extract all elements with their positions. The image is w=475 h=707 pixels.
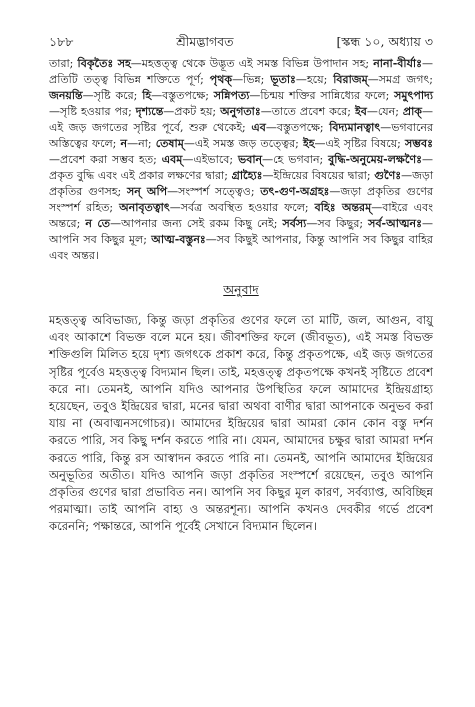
synonym-term: ভবান্ bbox=[238, 153, 263, 166]
synonym-term: বুদ্ধি-অনুমেয়-লক্ষণৈঃ bbox=[328, 153, 422, 166]
synonym-meaning: —চিন্ময় শক্তির সান্নিধ্যের ফলে; bbox=[249, 89, 395, 102]
synonym-meaning: তারা; bbox=[49, 57, 78, 70]
translation-text: মহত্তত্ত্ব অবিভাজ্য, কিন্তু জড়া প্রকৃতির গুণের ফলে তা মাটি, জল, আগুন, বায়ু এবং আকাশে বিভক্ত বলে মনে হয়। জীবশক্তির ফলে (জীবভূত), এই সমস্ত বিভক্ত শক্তিগুলি মিলিত হয়ে দৃশ্য জগৎকে প্রকাশ করে, কিন্তু প্রকৃতপক্ষে, এই জড় জগতের সৃষ্টির পূর্বেও মহত্তত্ত্ব বিদ্যমান ছিল। তাই, মহত্তত্ত্ব প্রকৃতপক্ষে কখনই সৃষ্টিতে প্রবেশ করে না। তেমনই, আপনি যদিও আপনার উপস্থিতির ফলে আমাদের ইন্দ্রিয়গ্রাহ্য হয়েছেন, তবুও ইন্দ্রিয়ের দ্বারা, মনের দ্বারা অথবা বাণীর দ্বারা আপনাকে অনুভব করা যায় না (অবাঙ্মনসগোচর)। আমাদের ইন্দ্রিয়ের দ্বারা আমরা কোন কোন বস্তু দর্শন করতে পারি, সব কিছু দর্শন করতে পারি না। যেমন, আমাদের চক্ষুর দ্বারা আমরা দর্শন করতে পারি, কিন্তু রস আস্বাদন করতে পারি না। তেমনই, আপনি আমাদের ইন্দ্রিয়ের অনুভূতির অতীত। যদিও আপনি জড়া প্রকৃতির সংস্পর্শে রয়েছেন, তবুও আপনি প্রকৃতির গুণের দ্বারা প্রভাবিত নন। আপনি সব কিছুর মূল কারণ, সর্বব্যাপ্ত, অবিচ্ছিন্ন পরমাত্মা। তাই আপনি বাহ্য ও অন্তরশূন্য। আপনি কখনও দেবকীর গর্ভে প্রবেশ করেননি; পক্ষান্তরে, আপনি পূর্বেই সেখানে বিদ্যমান ছিলেন। bbox=[49, 313, 433, 534]
synonym-term: সম্ভবঃ bbox=[405, 137, 433, 150]
synonym-meaning: —সর্বত্র অবস্থিত হওয়ার ফলে; bbox=[169, 201, 315, 214]
page-header bbox=[49, 34, 433, 50]
synonym-meaning: —এই সৃষ্টির বিষয়ে; bbox=[314, 137, 406, 150]
synonym-term: বিদ্যমানত্বাৎ bbox=[329, 121, 381, 134]
synonym-term: প্রাক্ bbox=[402, 105, 422, 118]
synonym-meaning: —প্রকট হয়; bbox=[163, 105, 221, 118]
synonym-meaning: —আপনার জন্য সেই রকম কিছু নেই; bbox=[110, 217, 283, 230]
synonym-term: আত্ম-বস্তুনঃ bbox=[151, 233, 206, 246]
synonym-term: বিকৃতৈঃ সহ bbox=[77, 57, 131, 70]
synonym-meaning: —প্রকৃত বুদ্ধি এবং এই প্রকার লক্ষণের দ্বারা; bbox=[49, 153, 433, 182]
synonym-term: তৎ-গুণ-অগ্রহঃ bbox=[260, 185, 330, 198]
book-title: শ্রীমদ্ভাগবত bbox=[176, 34, 234, 49]
synonym-meaning: —হয়ে; bbox=[295, 73, 334, 86]
synonym-term: নানা-বীর্যাঃ bbox=[373, 57, 422, 70]
synonym-term: সন্নিপত্য bbox=[213, 89, 250, 102]
synonym-meaning: —ইন্দ্রিয়ের বিষয়ের দ্বারা; bbox=[262, 169, 375, 182]
synonym-meaning: —না; bbox=[127, 137, 156, 150]
synonym-meaning: —হে ভগবান; bbox=[262, 153, 329, 166]
chapter-location: [স্কন্ধ ১০, অধ্যায় ৩ bbox=[336, 34, 433, 49]
synonym-meaning: —ভগবানের অস্তিত্বের ফলে; bbox=[49, 121, 433, 150]
synonym-meaning: —সংস্পর্শ সত্ত্বেও; bbox=[167, 185, 261, 198]
synonym-term: সর্ব-আত্মনঃ bbox=[368, 217, 422, 230]
synonym-term: সন্ অপি bbox=[127, 185, 168, 198]
word-for-word-synonyms bbox=[49, 56, 433, 264]
synonym-term: ন bbox=[120, 137, 128, 150]
synonym-meaning: —এই সমস্ত জড় তত্ত্বের; bbox=[183, 137, 303, 150]
synonym-term: ন তে bbox=[85, 217, 111, 230]
synonym-meaning: —তাতে প্রবেশ করে; bbox=[260, 105, 355, 118]
synonym-term: তেষাম্ bbox=[155, 137, 184, 150]
synonym-term: গুণৈঃ bbox=[374, 169, 402, 182]
synonym-meaning: —সমগ্র জগৎ; bbox=[367, 73, 433, 86]
synonym-meaning: —সব কিছুর; bbox=[306, 217, 369, 230]
translation-heading: অনুবাদ bbox=[223, 282, 259, 297]
synonym-meaning: —সব কিছুই আপনার, কিন্তু আপনি সব কিছুর বাহির এবং অন্তর। bbox=[49, 233, 433, 262]
synonym-meaning: —প্রতিটি তত্ত্ব বিভিন্ন শক্তিতে পূর্ণ; bbox=[49, 57, 433, 86]
synonym-term: সর্বস্য bbox=[282, 217, 307, 230]
synonym-term: বিরাজম্ bbox=[333, 73, 368, 86]
synonym-meaning: —সৃষ্টি করে; bbox=[82, 89, 143, 102]
synonym-meaning: —জড়া প্রকৃতির গুণের সংস্পর্শ রহিত; bbox=[49, 185, 433, 214]
synonym-meaning: —বস্তুতপক্ষে; bbox=[151, 89, 214, 102]
synonym-term: দৃশ্যন্তে bbox=[135, 105, 164, 118]
page-number: ১৮৮ bbox=[49, 34, 74, 49]
synonym-term: গ্রাহ্যৈঃ bbox=[231, 169, 263, 182]
synonym-meaning: —মহত্তত্ত্ব থেকে উদ্ভূত এই সমস্ত বিভিন্ন উপাদান সহ; bbox=[130, 57, 374, 70]
synonym-term: অনাবৃতত্বাৎ bbox=[119, 201, 170, 214]
synonym-term: সমুৎপাদ্য bbox=[394, 89, 434, 102]
synonym-meaning: —সৃষ্টি হওয়ার পর; bbox=[49, 105, 136, 118]
synonym-meaning: —প্রবেশ করা সম্ভব হত; bbox=[49, 153, 162, 166]
synonym-term: জনয়ন্তি bbox=[49, 89, 83, 102]
synonym-term: ইব bbox=[354, 105, 367, 118]
synonym-meaning: —ভিন্ন; bbox=[232, 73, 271, 86]
synonym-term: এব bbox=[251, 121, 266, 134]
synonym-term: হি bbox=[142, 89, 152, 102]
synonym-meaning: —যেন; bbox=[366, 105, 403, 118]
synonym-meaning: —বাইরে এবং অন্তরে; bbox=[49, 201, 433, 230]
synonym-term: অনুগতাঃ bbox=[220, 105, 261, 118]
synonym-meaning: —জড়া প্রকৃতির গুণসহ; bbox=[49, 169, 434, 198]
synonym-meaning: —এই জড় জগতের সৃষ্টির পূর্বে, শুরু থেকেই; bbox=[49, 105, 433, 134]
synonym-meaning: —এইভাবে; bbox=[182, 153, 238, 166]
synonym-term: এবম্ bbox=[161, 153, 183, 166]
synonym-term: ইহ bbox=[302, 137, 315, 150]
synonym-meaning: —বস্তুতপক্ষে; bbox=[265, 121, 330, 134]
synonym-term: বহিঃ অন্তরম্ bbox=[314, 201, 372, 214]
synonym-term: ভূতাঃ bbox=[270, 73, 296, 86]
synonym-meaning: —আপনি সব কিছুর মূল; bbox=[49, 217, 433, 246]
synonym-term: পৃথক্ bbox=[209, 73, 233, 86]
